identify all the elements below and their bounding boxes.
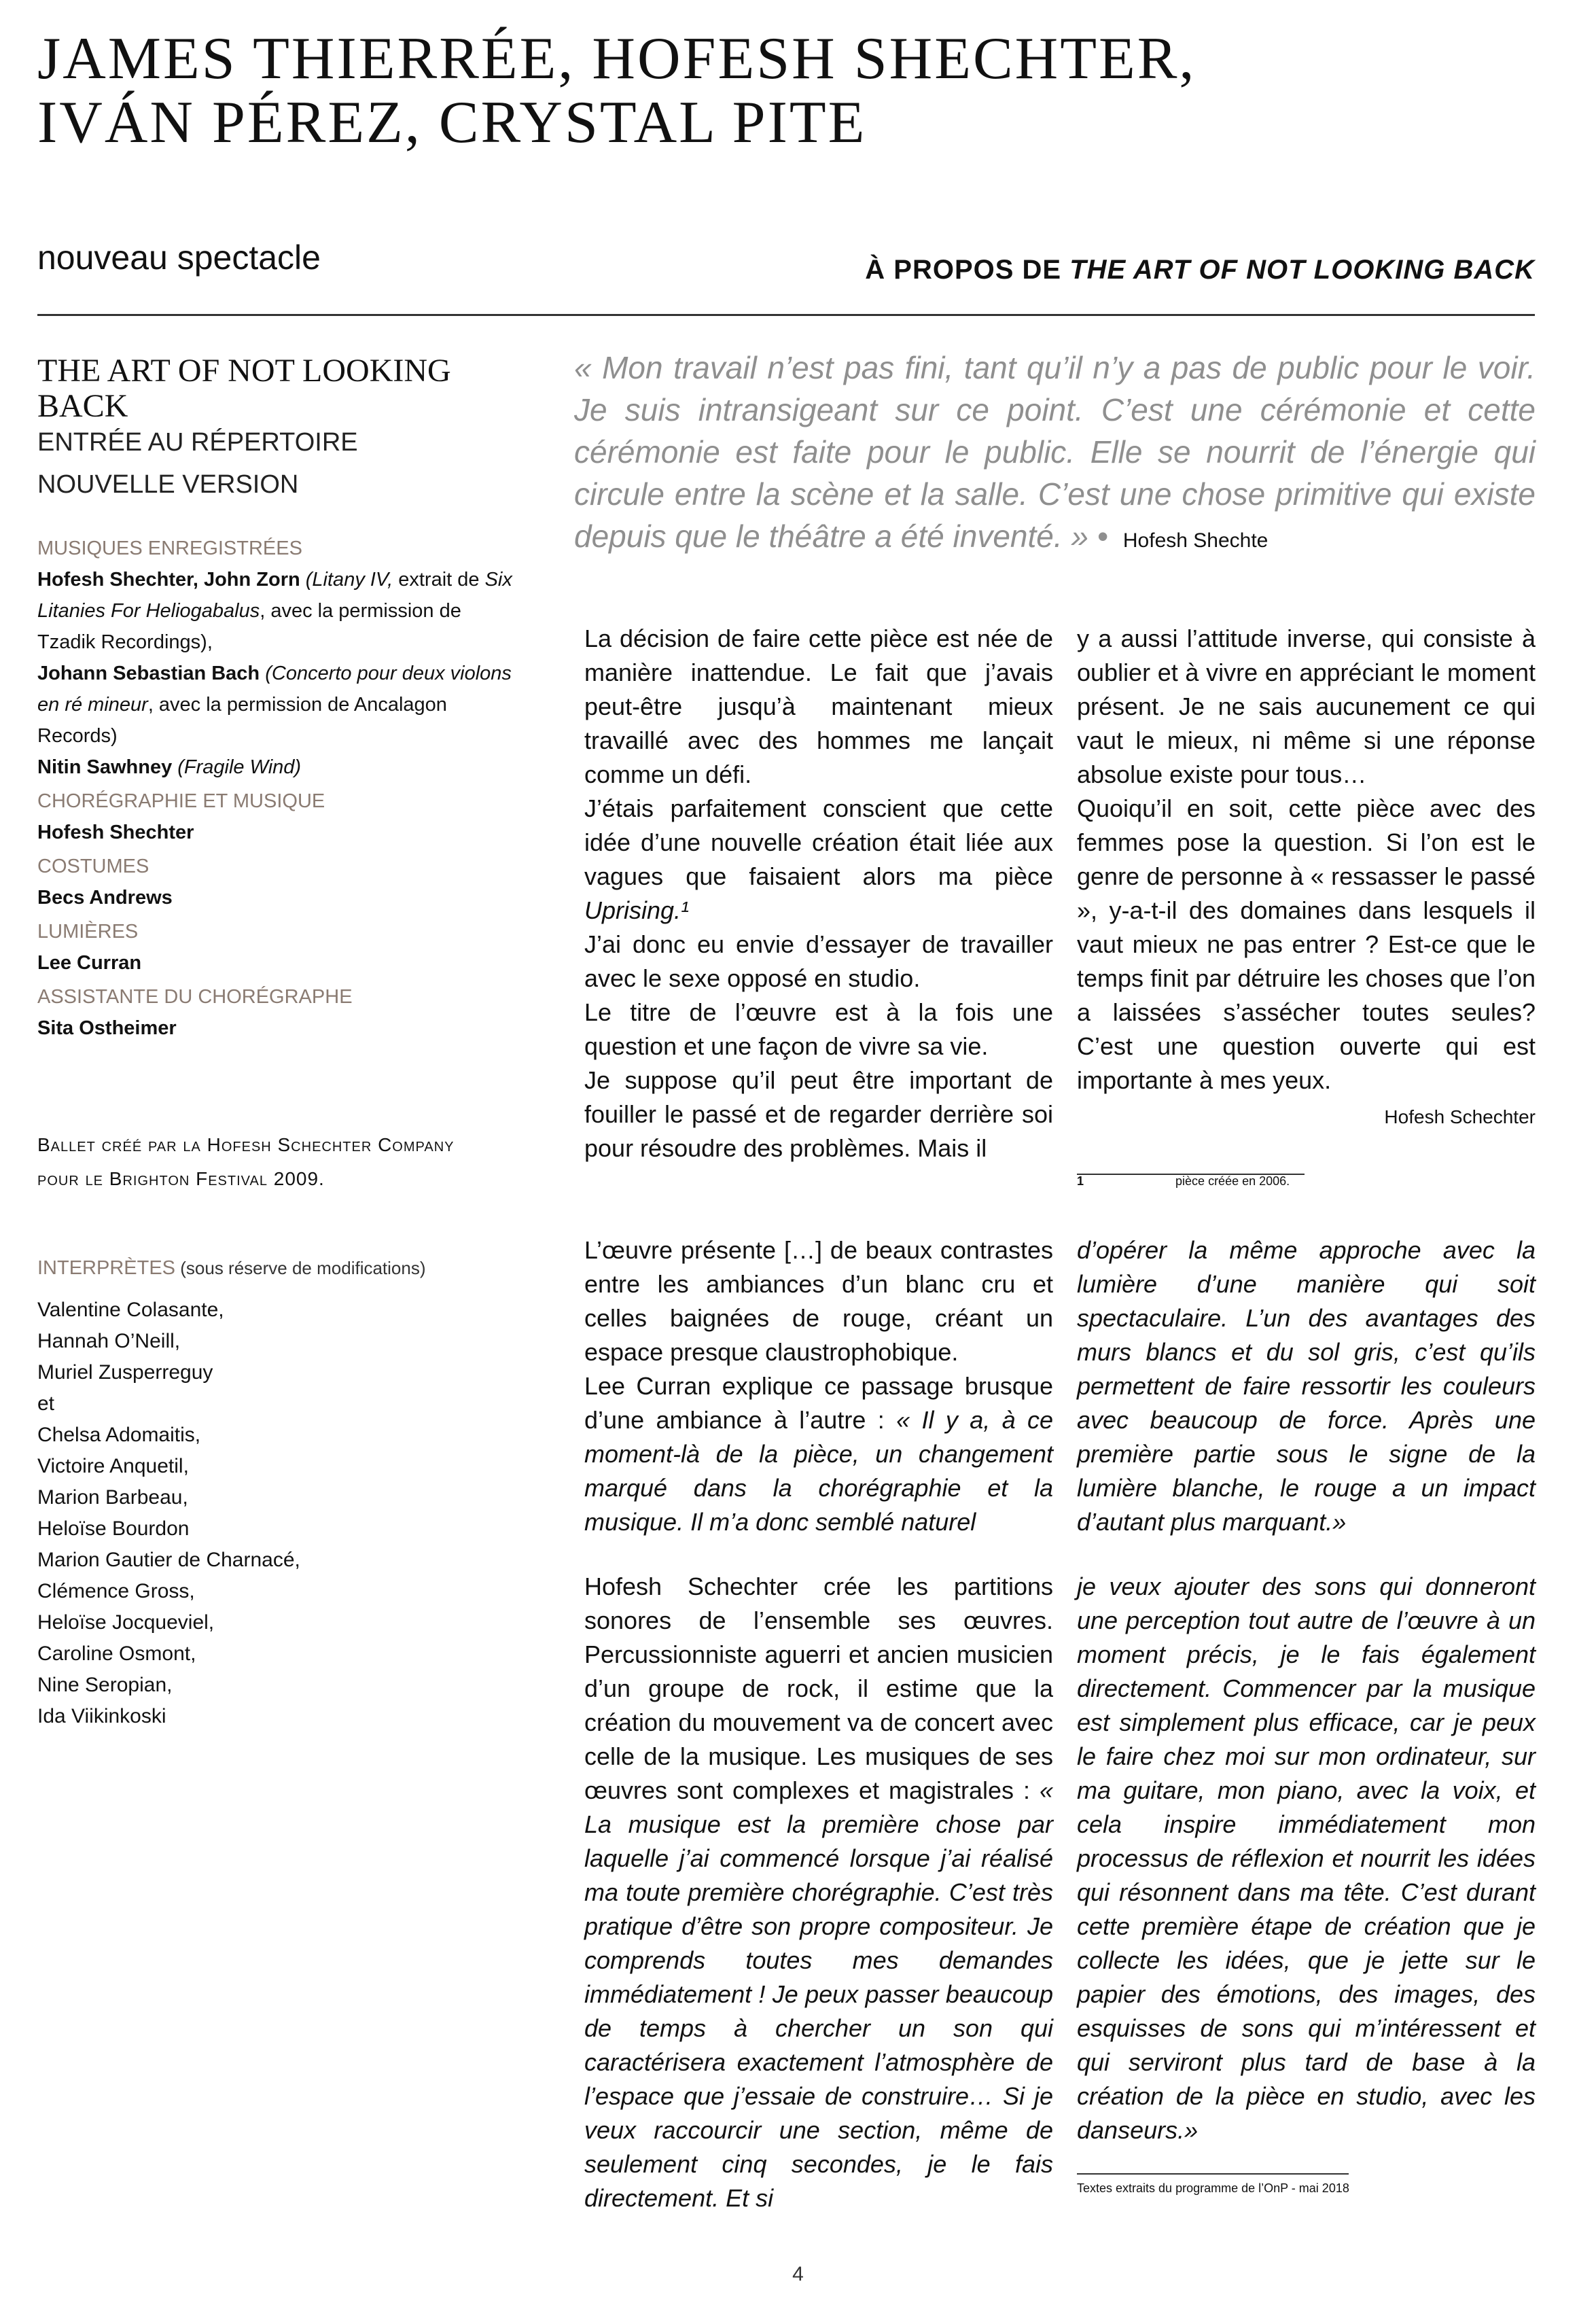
paragraph <box>584 792 1053 928</box>
section-subtitle: nouveau spectacle <box>37 239 321 277</box>
lighting-quote: « Il y a, à ce moment-là de la pièce, un changement marqué dans la chorégraphie et la musique. Il m’a donc semblé naturel <box>584 1406 1053 1536</box>
performer-name: Ida Viikinkoski <box>37 1705 166 1727</box>
performer-name: Victoire Anquetil, <box>37 1455 189 1477</box>
performer-name: Hannah O’Neill, <box>37 1330 181 1352</box>
pull-quote <box>574 347 1536 562</box>
section2-column-2 <box>1077 1233 1536 1539</box>
section-heading-prefix: À PROPOS DE <box>865 255 1070 285</box>
music-quote: « La musique est la première chose par laquelle j’ai commencé lorsque j’ai réalisé ma toute première chorégraphie. C’est très pratique d’être son propre compositeur. Je comprends toutes mes demandes immédiatement ! Je peux passer beaucoup de temps à chercher un son qui caractérisera exactement l’atmosphère de l’espace que j’essaie de construire… Si je veux raccourcir une section, même de seulement cinq secondes, je le fais directement. Et si <box>584 1776 1053 2212</box>
choreography-value: Hofesh Shechter <box>37 822 194 843</box>
music-credit-1-names: Hofesh Shechter, John Zorn <box>37 569 300 591</box>
music-quote-continued: je veux ajouter des sons qui donneront une perception tout autre de l’œuvre à un moment précis, je le fais également directement. Commencer par la musique est simplement plus efficace, car je peux le faire chez moi sur mon ordinateur, sur ma guitare, mon piano, avec la voix, et cela inspire immédiatement mon processus de réflexion et nourrit les idées qui résonnent dans ma tête. C’est durant cette première étape de création que je collecte les idées, que je jette sur le papier des émotions, des images, des esquisses de sons qui m’intéressent et qui serviront plus tard de base à la création de la pièce en studio, avec les danseurs.» <box>1077 1572 1536 2144</box>
creation-note-line-2: pour le Brighton Festival 2009. <box>37 1168 325 1189</box>
paragraph: y a aussi l’attitude inverse, qui consiste à oublier et à vivre en appréciant le moment présent. Je ne sais aucunement ce qui vaut le mieux, ni même si une réponse absolue existe pour tous… <box>1077 625 1536 788</box>
paragraph: L’œuvre présente […] de beaux contrastes entre les ambiances d’un blanc cru et celles baignées de rouge, créant un espace presque claustrophobique. <box>584 1236 1053 1366</box>
performer-name: Heloïse Jocqueviel, <box>37 1611 215 1634</box>
performer-name: et <box>37 1392 55 1415</box>
pull-quote-text: « Mon travail n’est pas fini, tant qu’il n’y a pas de public pour le voir. Je suis intransigeant sur ce point. C’est une cérémonie et cette cérémonie est faite pour le public. Elle se nourrit de l’énergie qui circule entre la scène et la salle. C’est une chose primitive qui existe depuis que le théâtre a été inventé. » • <box>574 350 1536 554</box>
assistant-value: Sita Ostheimer <box>37 1017 177 1039</box>
header-divider <box>37 314 1535 316</box>
page-title <box>37 27 1328 155</box>
lighting-quote-continued: d’opérer la même approche avec la lumière d’une manière qui soit spectaculaire. L’un des avantages des murs blancs et du sol gris, c’est qu’ils permettent de faire ressortir les couleurs avec beaucoup de force. Après une première partie sous le signe de la lumière blanche, le rouge a un impact d’autant plus marquant.» <box>1077 1236 1536 1536</box>
music-credit-1-work: (Litany IV, <box>300 569 393 591</box>
footnote-text: pièce créée en 2006. <box>1175 1174 1290 1188</box>
lights-value: Lee Curran <box>37 952 142 974</box>
section1-column-1 <box>584 622 1053 1165</box>
piece-title: THE ART OF NOT LOOKING BACK <box>37 353 451 424</box>
page-title-line-2: IVÁN PÉREZ, CRYSTAL PITE <box>37 90 867 156</box>
paragraph: Je suppose qu’il peut être important de fouiller le passé et de regarder derrière soi pour résoudre des problèmes. Mais il <box>584 1066 1053 1162</box>
paragraph-text: Lee Curran explique ce passage brusque d’une ambiance à l’autre : <box>584 1372 1053 1434</box>
paragraph: La décision de faire cette pièce est née de manière inattendue. Le fait que j’avais peut-être jusqu’à maintenant mieux travaillé avec des hommes me lançait comme un défi. <box>584 625 1053 788</box>
section-heading <box>865 255 1535 285</box>
paragraph <box>584 1570 1053 2215</box>
entry-line-1: ENTRÉE AU RÉPERTOIRE <box>37 428 358 457</box>
performer-name: Nine Seropian, <box>37 1674 173 1696</box>
performer-name: Marion Gautier de Charnacé, <box>37 1549 300 1571</box>
music-credit-2-work: (Concerto pour deux violons en ré mineur <box>37 663 512 716</box>
music-credit-1-permission: , avec la permission de Tzadik Recordings), <box>37 600 461 653</box>
music-credit-2-name: Johann Sebastian Bach <box>37 663 260 684</box>
source-divider <box>1077 2173 1349 2175</box>
music-credit-3-name: Nitin Sawhney <box>37 756 173 778</box>
performer-name: Marion Barbeau, <box>37 1486 188 1509</box>
page-title-line-1: JAMES THIERRÉE, HOFESH SHECHTER, <box>37 26 1196 92</box>
music-credit-3 <box>37 752 513 783</box>
paragraph <box>1077 1570 1536 2147</box>
performer-name: Muriel Zusperreguy <box>37 1361 213 1384</box>
performer-name: Caroline Osmont, <box>37 1642 196 1665</box>
section1-column-2 <box>1077 622 1536 1134</box>
credits-block <box>37 530 513 1044</box>
music-label: MUSIQUES ENREGISTRÉES <box>37 538 302 559</box>
music-credit-2 <box>37 658 513 752</box>
paragraph: Le titre de l’œuvre est à la fois une question et une façon de vivre sa vie. <box>584 998 1053 1060</box>
section-heading-title: THE ART OF NOT LOOKING BACK <box>1069 255 1535 285</box>
performer-name: Heloïse Bourdon <box>37 1517 190 1540</box>
paragraph: Quoiqu’il en soit, cette pièce avec des femmes pose la question. Si l’on est le genre de personne à « ressasser le passé », y-a-t-il des domaines dans lesquels il vaut mieux ne pas entrer ? Est-ce que le temps finit par détruire les choses que l’on a laissées s’assécher toutes seules? C’est une question ouverte qui est importante à mes yeux. <box>1077 794 1536 1094</box>
paragraph-text: Hofesh Schechter crée les partitions sonores de l’ensemble ses œuvres. Percussionniste aguerri et ancien musicien d’un groupe de rock, il estime que la création du mouvement va de concert avec celle de la musique. Les musiques de ses œuvres sont complexes et magistrales : <box>584 1572 1053 1804</box>
music-credit-2-permission: , avec la permission de Ancalagon Records) <box>37 694 447 747</box>
signature: Hofesh Schechter <box>1384 1106 1536 1127</box>
performer-name: Chelsa Adomaitis, <box>37 1424 201 1446</box>
pull-quote-author: Hofesh Shechte <box>1122 529 1269 552</box>
creation-note <box>37 1128 527 1196</box>
uprising-reference: Uprising.¹ <box>584 896 690 924</box>
costumes-value: Becs Andrews <box>37 887 173 909</box>
paragraph <box>584 1369 1053 1539</box>
paragraph: J’ai donc eu envie d’essayer de travailler avec le sexe opposé en studio. <box>584 930 1053 992</box>
performers-note: (sous réserve de modifications) <box>175 1258 426 1278</box>
paragraph-text: J’étais parfaitement conscient que cette idée d’une nouvelle création était liée aux vagues que faisaient alors ma pièce <box>584 794 1053 890</box>
costumes-label: COSTUMES <box>37 856 149 877</box>
section3-column-2 <box>1077 1570 1536 2147</box>
assistant-label: ASSISTANTE DU CHORÉGRAPHE <box>37 986 353 1008</box>
performers-label-text: INTERPRÈTES <box>37 1257 176 1279</box>
page-number: 4 <box>792 2263 804 2285</box>
creation-note-line-1: Ballet créé par la Hofesh Schechter Company <box>37 1134 455 1155</box>
paragraph <box>1077 1233 1536 1539</box>
source-note: Textes extraits du programme de l’OnP - mai 2018 <box>1077 2181 1349 2195</box>
music-credit-1 <box>37 564 513 658</box>
section3-column-1 <box>584 1570 1053 2215</box>
entry-line-2: NOUVELLE VERSION <box>37 470 299 499</box>
performers-list <box>37 1295 300 1732</box>
footnote <box>1077 1174 1290 1189</box>
music-credit-1-extract: extrait de <box>398 569 485 591</box>
performer-name: Valentine Colasante, <box>37 1299 224 1321</box>
music-credit-3-work: (Fragile Wind) <box>172 756 302 778</box>
section2-column-1 <box>584 1233 1053 1539</box>
footnote-number: 1 <box>1077 1174 1084 1188</box>
performer-name: Clémence Gross, <box>37 1580 195 1602</box>
choreography-label: CHORÉGRAPHIE ET MUSIQUE <box>37 790 325 812</box>
music-credit-1-album: Six Litanies For Heliogabalus <box>37 569 512 622</box>
lights-label: LUMIÈRES <box>37 921 139 943</box>
performers-label <box>37 1257 426 1280</box>
